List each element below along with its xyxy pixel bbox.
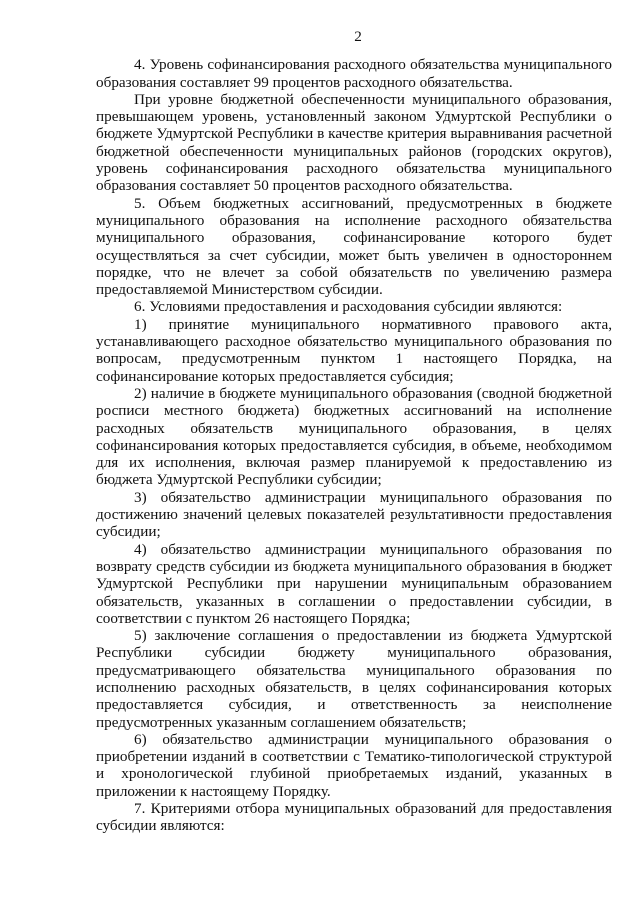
document-page <box>96 28 612 835</box>
paragraph-budget-provision-level: При уровне бюджетной обеспеченности муниципального образования, превышающем уровень, установленный законом Удмуртской Республики о бюджете Удмуртской Республики в качестве критерия выравнивания расчетной бюджетной обеспеченности муниципальных районов (городских округов), уровень софинансирования расходного обязательства муниципального образования составляет 50 процентов расходного обязательства. <box>96 90 612 195</box>
list-item-condition-2: 2) наличие в бюджете муниципального образования (сводной бюджетной росписи местного бюджета) бюджетных ассигнований на исполнение расходных обязательств муниципального образования, в целях софинансирования которых предоставляется субсидия, в объеме, необходимом для их исполнения, включая размер планируемой к предоставлению из бюджета Удмуртской Республики субсидии; <box>96 384 612 489</box>
list-item-condition-4: 4) обязательство администрации муниципального образования по возврату средств субсидии из бюджета муниципального образования в бюджет Удмуртской Республики при нарушении муниципальным образованием обязательств, указанных в соглашении о предоставлении субсидии, в соответствии с пунктом 26 настоящего Порядка; <box>96 540 612 627</box>
list-item-condition-1: 1) принятие муниципального нормативного правового акта, устанавливающего расходное обязательство муниципального образования по вопросам, предусмотренным пунктом 1 настоящего Порядка, на софинансирование которых предоставляется субсидия; <box>96 315 612 385</box>
paragraph-cofinancing-level: 4. Уровень софинансирования расходного обязательства муниципального образования составляет 99 процентов расходного обязательства. <box>96 56 612 91</box>
page-number: 2 <box>354 28 362 45</box>
paragraph-selection-criteria: 7. Критериями отбора муниципальных образований для предоставления субсидии являются: <box>96 800 612 835</box>
paragraph-conditions-heading: 6. Условиями предоставления и расходования субсидии являются: <box>134 298 563 316</box>
list-item-condition-3: 3) обязательство администрации муниципального образования по достижению значений целевых показателей результативности предоставления субсидии; <box>96 488 612 541</box>
list-item-condition-5: 5) заключение соглашения о предоставлении из бюджета Удмуртской Республики субсидии бюджету муниципального образования, предусматривающего обязательства муниципального образования по исполнению расходных обязательств, в целях софинансирования которых предоставляется субсидия, и ответственность за неисполнение предусмотренных указанным соглашением обязательств; <box>96 627 612 731</box>
paragraph-allocation-volume: 5. Объем бюджетных ассигнований, предусмотренных в бюджете муниципального образования на исполнение расходного обязательства муниципального образования, софинансирование которого будет осуществляться за счет субсидии, может быть увеличен в одностороннем порядке, что не влечет за собой обязательств по увеличению размера предоставляемой Министерством субсидии. <box>96 194 612 299</box>
list-item-condition-6: 6) обязательство администрации муниципального образования о приобретении изданий в соответствии с Тематико-типологической структурой и хронологической глубиной приобретаемых изданий, указанных в приложении к настоящему Порядку. <box>96 730 612 800</box>
